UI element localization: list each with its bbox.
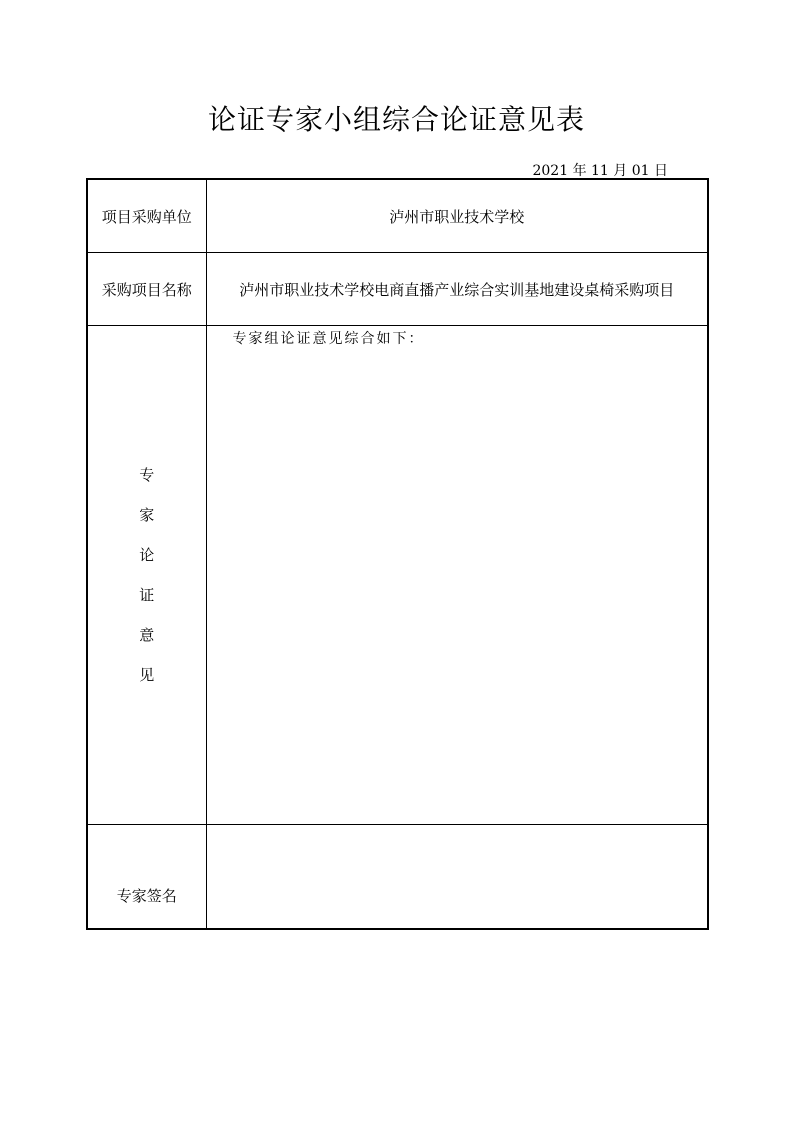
expert-opinion-label-char: 家 — [139, 506, 155, 524]
expert-opinion-intro: 专家组论证意见综合如下： — [232, 331, 425, 347]
expert-signature-field[interactable] — [206, 825, 708, 930]
form-row-purchasing-unit — [87, 179, 708, 253]
expert-opinion-label-char: 证 — [139, 586, 155, 604]
document-date: 2021 年 11 月 01 日 — [532, 163, 668, 179]
form-row-project-name — [87, 253, 708, 326]
project-name-value[interactable]: 泸州市职业技术学校电商直播产业综合实训基地建设桌椅采购项目 — [206, 253, 708, 326]
expert-opinion-label-char: 意 — [139, 626, 155, 644]
expert-opinion-field[interactable] — [206, 326, 708, 825]
purchasing-unit-label: 项目采购单位 — [87, 179, 206, 253]
opinion-form-table — [86, 178, 709, 930]
expert-opinion-label-char: 见 — [139, 666, 155, 684]
document-title: 论证专家小组综合论证意见表 — [207, 103, 585, 136]
expert-opinion-label-char: 论 — [139, 546, 155, 564]
project-name-label: 采购项目名称 — [87, 253, 206, 326]
expert-opinion-label — [87, 326, 206, 825]
purchasing-unit-value[interactable]: 泸州市职业技术学校 — [206, 179, 708, 253]
expert-signature-label: 专家签名 — [87, 825, 206, 930]
form-row-expert-opinion — [87, 326, 708, 825]
expert-opinion-label-char: 专 — [139, 466, 155, 484]
form-row-expert-signature — [87, 825, 708, 930]
